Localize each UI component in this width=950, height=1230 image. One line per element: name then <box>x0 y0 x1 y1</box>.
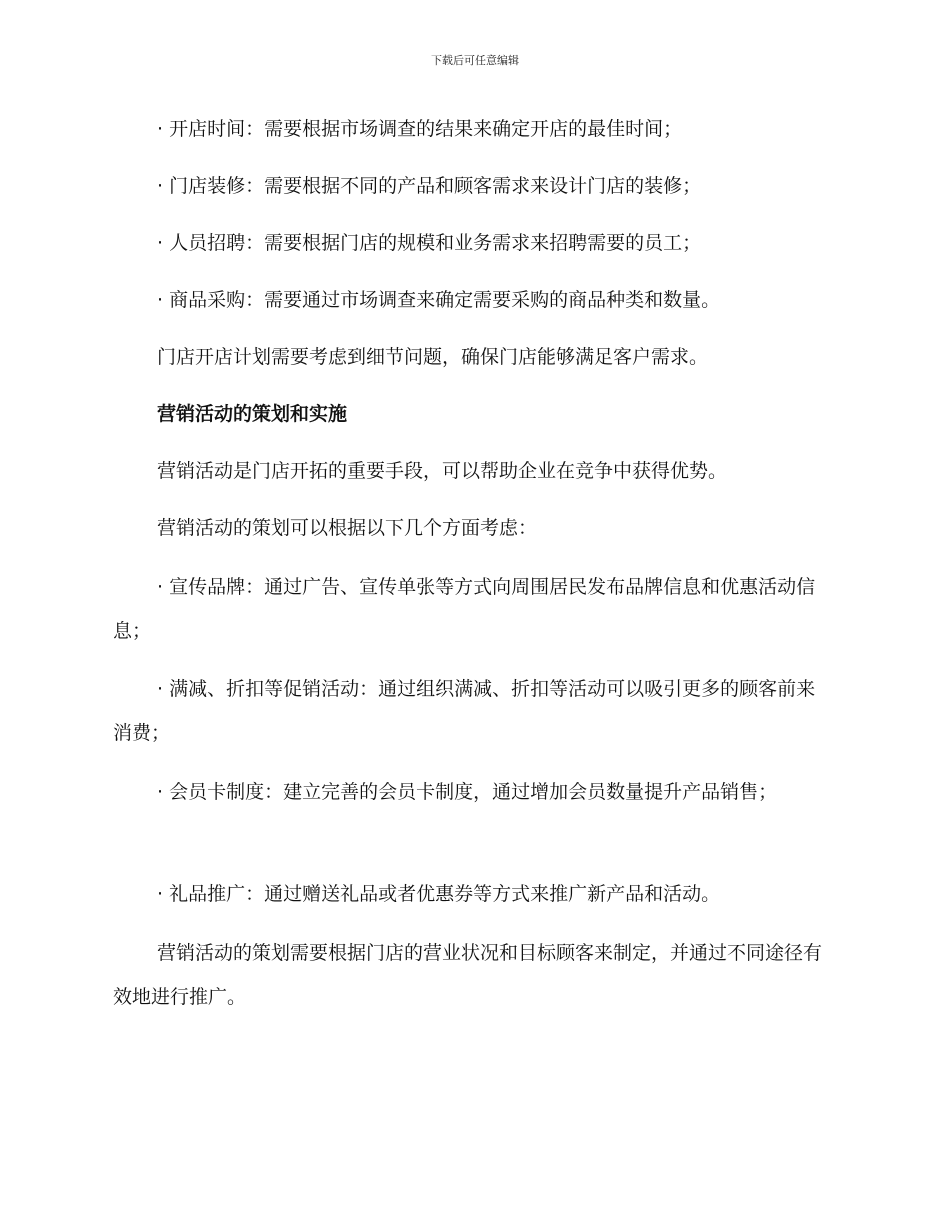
opening-plan-summary: 门店开店计划需要考虑到细节问题，确保门店能够满足客户需求。 <box>157 346 709 368</box>
bullet-discount-promotion: · 满减、折扣等促销活动：通过组织满减、折扣等活动可以吸引更多的顾客前来消费； <box>113 678 816 744</box>
bullet-goods-purchasing: · 商品采购：需要通过市场调查来确定需要采购的商品种类和数量。 <box>157 289 721 311</box>
marketing-conclusion: 营销活动的策划需要根据门店的营业状况和目标顾客来制定，并通过不同途径有效地进行推广。 <box>113 942 823 1008</box>
bullet-opening-time: · 开店时间：需要根据市场调查的结果来确定开店的最佳时间； <box>157 118 683 140</box>
section-heading: 营销活动的策划和实施 <box>157 403 348 425</box>
bullet-gift-promotion: · 礼品推广：通过赠送礼品或者优惠券等方式来推广新产品和活动。 <box>157 883 721 905</box>
page-header: 下载后可任意编辑 <box>431 54 519 67</box>
bullet-staff-recruitment: · 人员招聘：需要根据门店的规模和业务需求来招聘需要的员工； <box>157 232 702 254</box>
marketing-aspects-intro: 营销活动的策划可以根据以下几个方面考虑： <box>157 517 538 539</box>
bullet-store-decoration: · 门店装修：需要根据不同的产品和顾客需求来设计门店的装修； <box>157 175 702 197</box>
bullet-brand-promotion: · 宣传品牌：通过广告、宣传单张等方式向周围居民发布品牌信息和优惠活动信息； <box>113 576 816 642</box>
marketing-intro: 营销活动是门店开拓的重要手段，可以帮助企业在竞争中获得优势。 <box>157 460 728 482</box>
bullet-membership-card: · 会员卡制度：建立完善的会员卡制度，通过增加会员数量提升产品销售； <box>157 781 778 803</box>
